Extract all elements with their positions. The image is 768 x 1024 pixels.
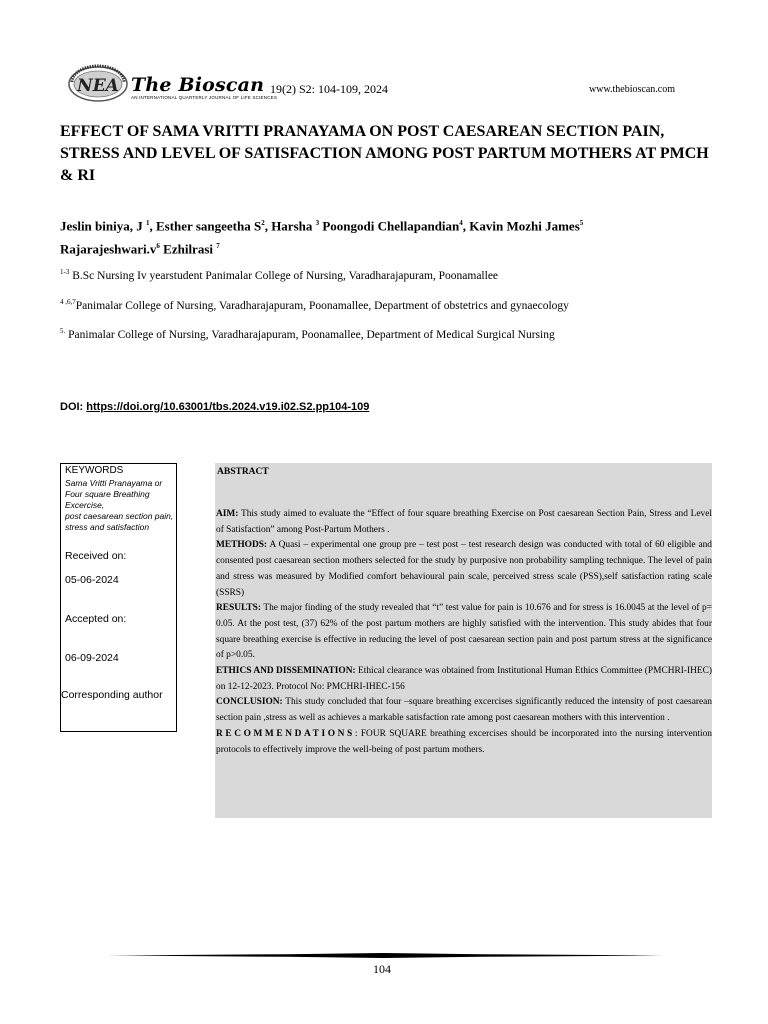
author-name: Kavin Mozhi James — [469, 218, 580, 234]
page-number: 104 — [373, 962, 391, 976]
author-superscript: 5 — [579, 219, 584, 227]
section-label: AIM: — [216, 509, 239, 519]
doi-label: DOI: — [60, 401, 84, 413]
author-superscript: 3 — [315, 219, 320, 227]
author-name: Harsha — [271, 218, 313, 234]
keyword-item: post caesarean section pain, — [65, 511, 174, 521]
section-text: This study aimed to evaluate the “Effect of four square breathing Exercise on Post caesarean Section Pain, Stress and Level of Satisfaction” among Post-Partum Mothers . — [216, 509, 712, 535]
journal-name: The Bioscan — [131, 74, 265, 96]
author-name: Esther sangeetha S — [155, 218, 262, 234]
abstract-body — [216, 507, 712, 758]
affiliation — [60, 268, 498, 282]
affiliation-superscript: 1-3 — [60, 268, 70, 276]
accepted-date: 06-09-2024 — [65, 652, 119, 664]
journal-website-link[interactable]: www.thebioscan.com — [589, 84, 675, 95]
affiliation-text: B.Sc Nursing Iv yearstudent Panimalar College of Nursing, Varadharajapuram, Poonamallee — [72, 269, 499, 282]
journal-issue: 19(2) S2: 104-109, 2024 — [270, 82, 388, 96]
doi-link[interactable]: https://doi.org/10.63001/tbs.2024.v19.i02.S2.pp104-109 — [86, 401, 370, 413]
abstract-methods — [216, 538, 712, 601]
affiliation-text: Panimalar College of Nursing, Varadharajapuram, Poonamallee, Department of Medical Surgical Nursing — [68, 328, 555, 341]
keywords-sidebar — [60, 463, 177, 732]
author-list: Jeslin biniya, J $^1$, Esther sangeetha $S^2$, Harsha $^3$ Poongodi Chellapandian$^4$, Kavin Mozhi James$^5$ $Rajarajeshwari.v^6$ Ezhilrasi $^7$ — [60, 218, 584, 257]
author-name: Rajarajeshwari.v — [60, 241, 157, 257]
keyword-item: Four square Breathing Excercise, — [65, 489, 150, 510]
keywords-heading: KEYWORDS — [65, 465, 124, 476]
section-text: This study concluded that four –square breathing excercises significantly reduced the intensity of post caesarean section pain ,stress as well as achieves a markable satisfaction rate among post caesarean mothers with this intervention . — [216, 697, 712, 724]
journal-tagline: AN INTERNATIONAL QUARTERLY JOURNAL OF LIFE SCIENCES — [131, 95, 278, 100]
section-label: METHODS: — [216, 540, 268, 551]
section-label: RECOMMENDATIONS — [216, 728, 355, 739]
abstract-aim — [216, 507, 712, 538]
accepted-label: Accepted on: — [65, 613, 127, 625]
affiliation-superscript: 4 ,6,7 — [60, 298, 76, 306]
affiliation-text: Panimalar College of Nursing, Varadharajapuram, Poonamallee, Department of obstetrics and gynaecology — [75, 299, 569, 312]
affiliation — [60, 298, 569, 312]
corresponding-author-label: Corresponding author — [61, 689, 163, 701]
author-name: Ezhilrasi — [163, 241, 213, 257]
keyword-item: stress and satisfaction — [65, 522, 150, 532]
section-label: CONCLUSION: — [216, 697, 283, 708]
section-label: RESULTS: — [216, 603, 261, 614]
paper-title: EFFECT OF SAMA VRITTI PRANAYAMA ON POST CAESAREAN SECTION PAIN, STRESS AND LEVEL OF SATISFACTION AMONG POST PARTUM MOTHERS AT PMCH & RI — [60, 123, 709, 184]
affiliation — [60, 327, 555, 341]
author-superscript: 1 — [145, 219, 150, 227]
abstract-ethics — [216, 664, 712, 695]
keyword-item: Sama Vritti Pranayama or — [65, 478, 163, 488]
author-superscript: 7 — [216, 242, 220, 251]
abstract-results — [216, 601, 712, 664]
journal-logo-icon — [66, 62, 130, 102]
footer-rule — [106, 953, 662, 958]
received-label: Received on: — [65, 550, 127, 562]
abstract-box — [215, 463, 712, 818]
section-text: A Quasi – experimental one group pre – test post – test research design was conducted with total of 60 eligible and consented post caesarean section mothers selected for the study by purposive non probability sampling technique. The level of pain and stress was measured by Modified comfort behavioural pain scale, perceived stress scale (PSS),self satisfaction rating scale (SSRS) — [216, 540, 712, 598]
author-superscript: 6 — [156, 242, 160, 251]
abstract-conclusion — [216, 695, 712, 726]
keywords-list — [65, 478, 175, 533]
author-superscript: 2 — [261, 219, 265, 227]
abstract-heading: ABSTRACT — [217, 467, 269, 477]
abstract-recommendations — [216, 727, 712, 758]
logo-text: NEA — [77, 76, 119, 96]
doi-line — [60, 401, 369, 413]
section-text: : FOUR SQUARE breathing excercises should be incorporated into the nursing intervention protocols to effectively improve the well-being of post partum mothers. — [216, 728, 712, 755]
author-name: Jeslin biniya, J — [60, 218, 143, 234]
author-name: Poongodi Chellapandian — [322, 218, 460, 234]
author-superscript: 4 — [459, 219, 463, 227]
section-text: The major finding of the study revealed that “t” test value for pain is 10.676 and for stress is 16.0045 at the level of p= 0.05. At the post test, (37) 62% of the post partum mothers are highly satisfied with the intervention. This study abides that four square breathing exercise is effective in reducing the level of post caesarean section pain and post partum stress at the significance of p>0.05. — [216, 603, 712, 661]
section-label: ETHICS AND DISSEMINATION: — [216, 666, 356, 677]
section-text: Ethical clearance was obtained from Institutional Human Ethics Committee (PMCHRI-IHEC) on 12-12-2023. Protocol No: PMCHRI-IHEC-156 — [216, 666, 712, 692]
received-date: 05-06-2024 — [65, 574, 119, 586]
affiliation-superscript: 5. — [60, 327, 66, 335]
